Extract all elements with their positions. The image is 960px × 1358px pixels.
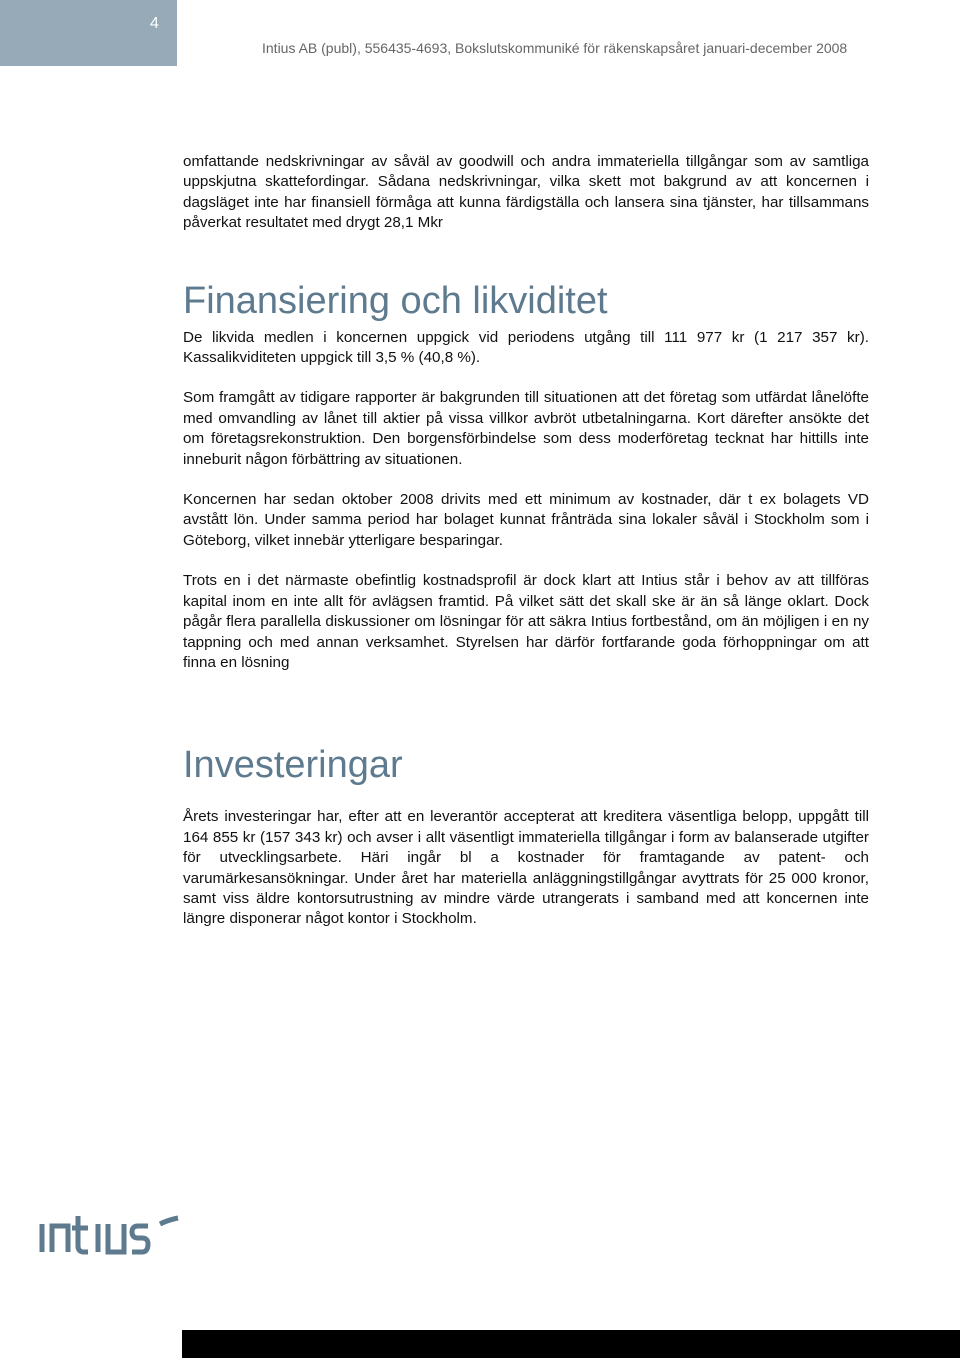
- document-header-title: Intius AB (publ), 556435-4693, Bokslutskommuniké för räkenskapsåret januari-december 2008: [262, 40, 848, 56]
- footer-bar: [182, 1330, 960, 1358]
- intro-paragraph: omfattande nedskrivningar av såväl av goodwill och andra immateriella tillgångar som av samtliga uppskjutna skattefordingar. Sådana nedskrivningar, vilka skett mot bakgrund av att koncernen i dagsläget inte har finansiell förmåga att kunna färdigställa och lansera sina tjänster, har tillsammans påverkat resultatet med drygt 28,1 Mkr: [183, 153, 869, 232]
- intius-logo-graphic: [38, 1212, 188, 1258]
- intius-logo: [38, 1212, 188, 1258]
- page-number: 4: [150, 15, 159, 32]
- document-body: [183, 152, 869, 930]
- section-heading-investments: Investeringar: [183, 744, 403, 787]
- financing-paragraph: Trots en i det närmaste obefintlig kostnadsprofil är dock klart att Intius står i behov av att tillföras kapital inom en inte allt för avlägsen framtid. På vilket sätt det skall ske är än så länge oklart. Dock pågår flera parallella diskussioner om lösningar för att säkra Intius fortbestånd, om än möjligen i en ny tappning och med annan verksamhet. Styrelsen har därför fortfarande goda förhoppningar om att finna en lösning: [183, 572, 869, 671]
- page-number-box: [0, 0, 177, 66]
- section-heading-financing: Finansiering och likviditet: [183, 279, 608, 322]
- financing-paragraph: Koncernen har sedan oktober 2008 drivits med ett minimum av kostnader, där t ex bolagets VD avstått lön. Under samma period har bolaget kunnat frånträda sina lokaler såväl i Stockholm som i Göteborg, vilket innebär ytterligare besparingar.: [183, 491, 869, 549]
- financing-paragraph: De likvida medlen i koncernen uppgick vid periodens utgång till 111 977 kr (1 217 357 kr). Kassalikviditeten uppgick till 3,5 % (40,8 %).: [183, 328, 869, 367]
- financing-paragraph: Som framgått av tidigare rapporter är bakgrunden till situationen att det företag som utfärdat lånelöfte med omvandling av lånet till aktier på vissa villkor avbröt utbetalningarna. Kort därefter ansökte det om företagsrekonstruktion. Den borgensförbindelse som dess moderföretag tecknat har hittills inte inneburit någon förbättring av situationen.: [183, 389, 869, 468]
- investments-paragraph: Årets investeringar har, efter att en leverantör accepterat att kreditera väsentliga belopp, uppgått till 164 855 kr (157 343 kr) och avser i allt väsentligt immateriella tillgångar i form av balanserade utgifter för utvecklingsarbete. Häri ingår bl a kostnader för framtagande av patent- och varumärkesansökningar. Under året har materiella anläggningstillgångar avyttrats för 25 000 kronor, samt viss äldre kontorsutrustning av mindre värde utrangerats i samband med att koncernen inte längre disponerar något kontor i Stockholm.: [183, 808, 869, 928]
